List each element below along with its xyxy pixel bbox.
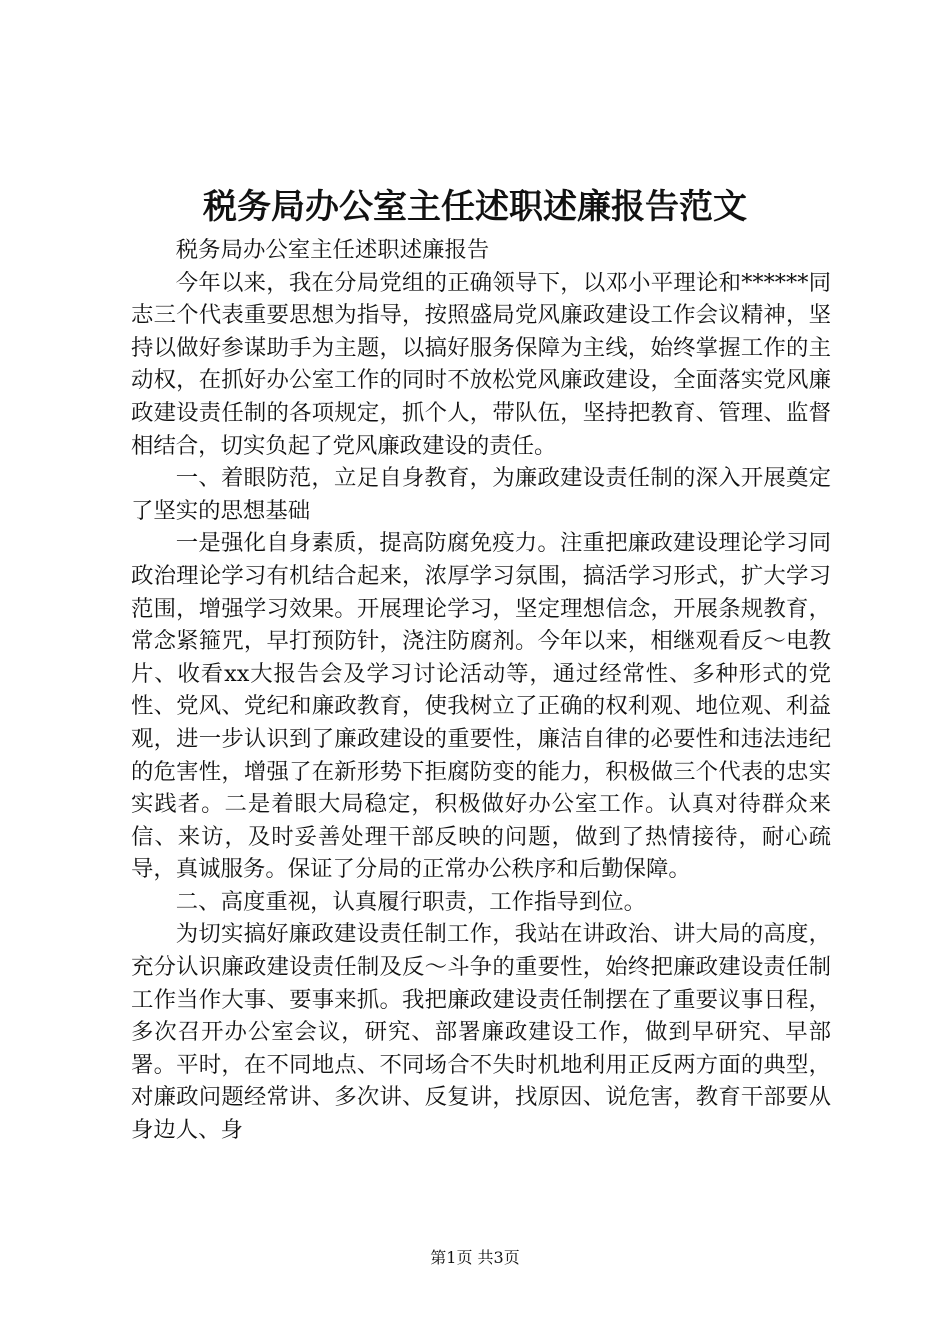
paragraph: 税务局办公室主任述职述廉报告 (175, 237, 490, 263)
paragraph: 今年以来，我在分局党组的正确领导下，以邓小平理论和******同志三个代表重要思想为指导，按照盛局党风廉政建设工作会议精神，坚持以做好参谋助手为主题，以搞好服务保障为主线，始终掌握工作的主动权，在抓好办公室工作的同时不放松党风廉政建设，全面落实党风廉政建设责任制的各项规定，抓个人，带队伍，坚持把教育、管理、监督相结合，切实负起了党风廉政建设的责任。 (131, 269, 831, 459)
paragraph: 一、着眼防范，立足自身教育，为廉政建设责任制的深入开展奠定了坚实的思想基础 (131, 465, 831, 524)
document-body (131, 234, 831, 1147)
document-title: 税务局办公室主任述职述廉报告范文 (203, 187, 747, 227)
page-footer: 第1页 共3页 (430, 1248, 520, 1267)
paragraph: 一是强化自身素质，提高防腐免疫力。注重把廉政建设理论学习同政治理论学习有机结合起来，浓厚学习氛围，搞活学习形式，扩大学习范围，增强学习效果。开展理论学习，坚定理想信念，开展条规教育，常念紧箍咒，早打预防针，浇注防腐剂。今年以来，相继观看反～电教片、收看xx大报告会及学习讨论活动等，通过经常性、多种形式的党性、党风、党纪和廉政教育，使我树立了正确的权利观、地位观、利益观，进一步认识到了廉政建设的重要性，廉洁自律的必要性和违法违纪的危害性，增强了在新形势下拒腐防变的能力，积极做三个代表的忠实实践者。二是着眼大局稳定，积极做好办公室工作。认真对待群众来信、来访，及时妥善处理干部反映的问题，做到了热情接待，耐心疏导，真诚服务。保证了分局的正常办公秩序和后勤保障。 (131, 530, 831, 883)
paragraph: 二、高度重视，认真履行职责，工作指导到位。 (175, 888, 646, 915)
paragraph: 为切实搞好廉政建设责任制工作，我站在讲政治、讲大局的高度，充分认识廉政建设责任制及反～斗争的重要性，始终把廉政建设责任制工作当作大事、要事来抓。我把廉政建设责任制摆在了重要议事日程，多次召开办公室会议，研究、部署廉政建设工作，做到早研究、早部署。平时，在不同地点、不同场合不失时机地利用正反两方面的典型，对廉政问题经常讲、多次讲、反复讲，找原因、说危害，教育干部要从身边人、身 (131, 921, 831, 1144)
